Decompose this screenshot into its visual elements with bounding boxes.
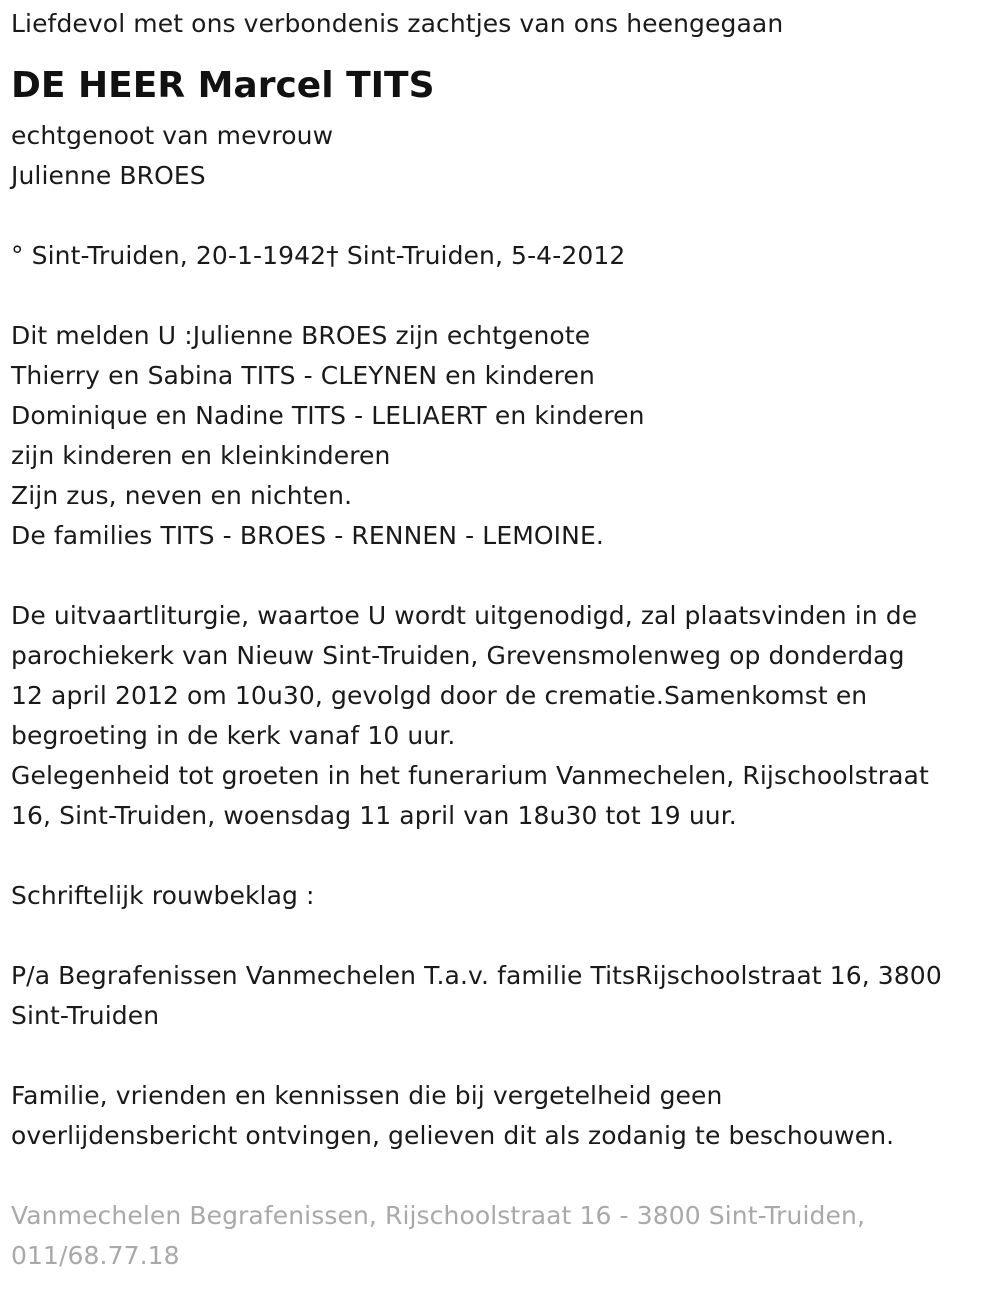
notice-block (11, 1076, 996, 1156)
ceremony-line: De uitvaartliturgie, waartoe U wordt uitgenodigd, zal plaatsvinden in de (11, 601, 918, 630)
announcer-line: Zijn zus, neven en nichten. (11, 481, 353, 510)
notice-line: Familie, vrienden en kennissen die bij vergetelheid geen (11, 1081, 723, 1110)
notice-line: overlijdensbericht ontvingen, gelieven dit als zodanig te beschouwen. (11, 1121, 895, 1150)
announcer-line: Dominique en Nadine TITS - LELIAERT en kinderen (11, 401, 645, 430)
spacer (11, 556, 996, 596)
obituary-notice (11, 4, 996, 1276)
spacer (11, 1156, 996, 1196)
ceremony-line: Gelegenheid tot groeten in het funerarium Vanmechelen, Rijschoolstraat (11, 761, 929, 790)
announcer-line: zijn kinderen en kleinkinderen (11, 441, 391, 470)
spacer (11, 196, 996, 236)
ceremony-line: 16, Sint-Truiden, woensdag 11 april van 18u30 tot 19 uur. (11, 801, 737, 830)
spacer (11, 1036, 996, 1076)
ceremony-line: begroeting in de kerk vanaf 10 uur. (11, 721, 456, 750)
birth-death-dates: ° Sint-Truiden, 20-1-1942† Sint-Truiden, 5-4-2012 (11, 241, 626, 270)
address-line: Sint-Truiden (11, 1001, 160, 1030)
spacer (11, 276, 996, 316)
address-block (11, 956, 996, 1036)
ceremony-line: parochiekerk van Nieuw Sint-Truiden, Grevensmolenweg op donderdag (11, 641, 905, 670)
spouse-line: echtgenoot van mevrouw (11, 121, 334, 150)
announcer-line: Dit melden U :Julienne BROES zijn echtgenote (11, 321, 591, 350)
condolence-label: Schriftelijk rouwbeklag : (11, 881, 315, 910)
announcer-line: De families TITS - BROES - RENNEN - LEMOINE. (11, 521, 604, 550)
funeral-home-footer (11, 1196, 996, 1276)
footer-phone: 011/68.77.18 (11, 1241, 180, 1270)
spacer (11, 916, 996, 956)
announcer-line: Thierry en Sabina TITS - CLEYNEN en kinderen (11, 361, 595, 390)
ceremony-block (11, 596, 996, 836)
deceased-name: DE HEER Marcel TITS (11, 65, 435, 106)
spacer (11, 836, 996, 876)
address-line: P/a Begrafenissen Vanmechelen T.a.v. familie TitsRijschoolstraat 16, 3800 (11, 961, 942, 990)
spouse-name: Julienne BROES (11, 161, 206, 190)
ceremony-line: 12 april 2012 om 10u30, gevolgd door de crematie.Samenkomst en (11, 681, 868, 710)
footer-line: Vanmechelen Begrafenissen, Rijschoolstraat 16 - 3800 Sint-Truiden, (11, 1201, 865, 1230)
intro-text: Liefdevol met ons verbondenis zachtjes van ons heengegaan (11, 9, 784, 38)
announcers-block (11, 316, 996, 556)
